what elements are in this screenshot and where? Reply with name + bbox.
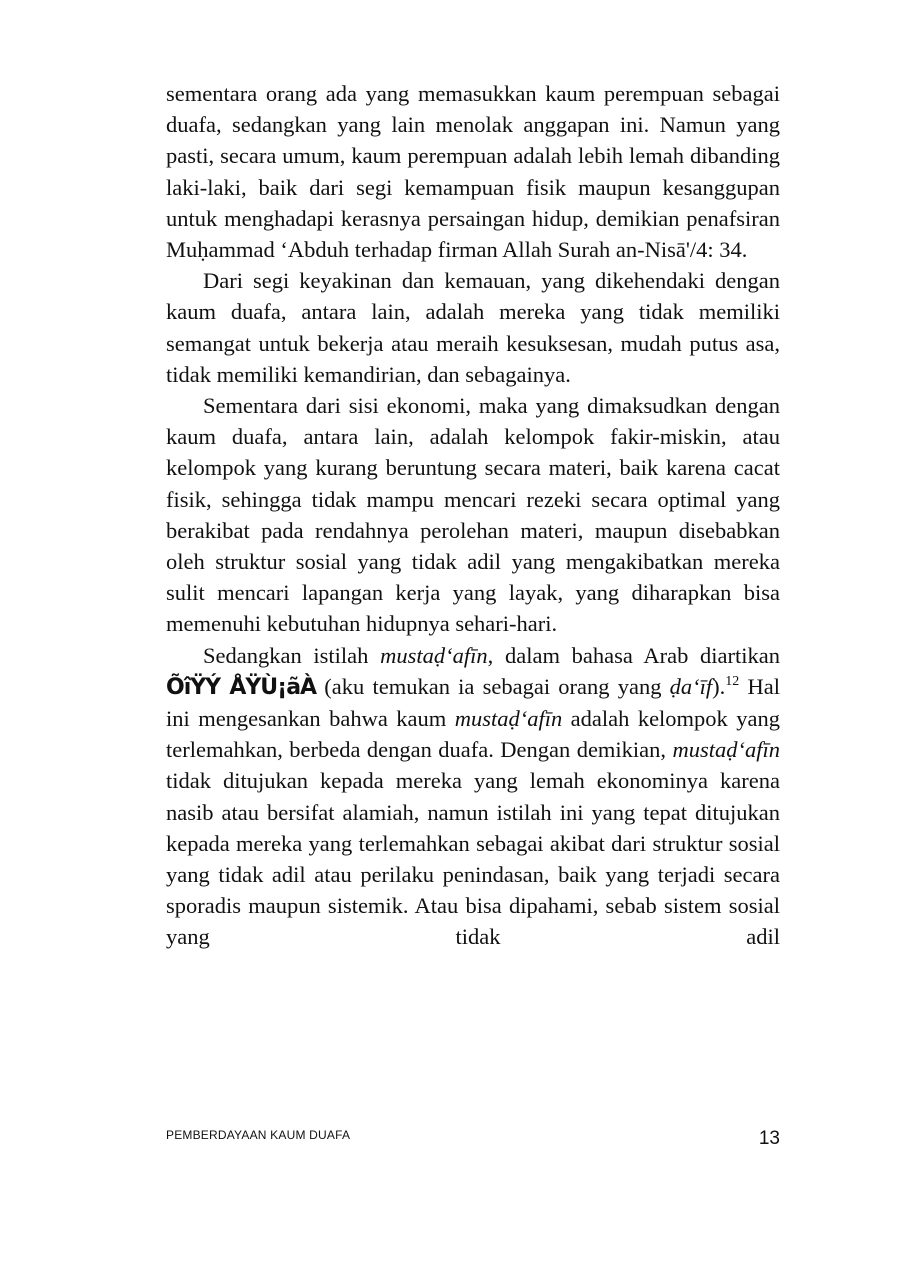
term-mustadafin: mustaḍ‘afīn (672, 737, 780, 763)
paragraph-4-text: Hal ini mengesankan bahwa kaum (166, 673, 780, 732)
paragraph-4-text: ). (712, 673, 726, 699)
paragraph-3: Sementara dari sisi ekonomi, maka yang dimaksudkan dengan kaum duafa, antara lain, adalah kelompok fakir-miskin, atau kelompok yang kurang beruntung secara materi, baik karena cacat fisik, sehingga tidak mampu mencari rezeki secara optimal yang berakibat pada rendahnya perolehan materi, maupun disebabkan oleh struktur sosial yang tidak adil yang mengakibatkan mereka sulit mencari lapangan kerja yang layak, yang diharapkan bisa memenuhi kebutuhan hidupnya sehari-hari. (166, 393, 780, 637)
body-text (166, 78, 780, 953)
paragraph-4-text: adalah kelompok yang terlemahkan, berbeda dengan duafa. Dengan demikian, (166, 706, 780, 763)
paragraph-4-text: Sedangkan istilah (203, 642, 381, 668)
paragraph-2: Dari segi keyakinan dan kemauan, yang dikehendaki dengan kaum duafa, antara lain, adalah mereka yang tidak memiliki semangat untuk bekerja atau meraih kesuksesan, mudah putus asa, tidak memiliki kemandirian, dan sebagainya. (166, 268, 780, 387)
paragraph-4-text: (aku temukan ia sebagai orang yang (316, 673, 670, 699)
running-footer-title: PEMBERDAYAAN KAUM DUAFA (166, 1128, 351, 1142)
footnote-marker[interactable]: 12 (725, 673, 740, 689)
term-mustadafin: mustaḍ‘afīn (380, 642, 488, 668)
paragraph-4-text: , dalam bahasa Arab diartikan (487, 642, 780, 668)
term-mustadafin: mustaḍ‘afīn (454, 706, 563, 732)
page-number: 13 (758, 1128, 780, 1149)
paragraph-4-text: tidak ditujukan kepada mereka yang lemah ekonominya karena nasib atau bersifat alamiah, namun istilah ini yang tepat ditujukan kepada mereka yang terlemahkan sebagai akibat dari struktur sosial yang tidak adil atau perilaku penindasan, baik yang terjadi secara sporadis maupun sistemik. Atau bisa dipahami, sebab sistem sosial yang tidak adil (166, 768, 780, 950)
paragraph-1: sementara orang ada yang memasukkan kaum perempuan sebagai duafa, sedangkan yang lain menolak anggapan ini. Namun yang pasti, secara umum, kaum perempuan adalah lebih lemah dibanding laki-laki, baik dari segi kemampuan fisik maupun kesanggupan untuk menghadapi kerasnya persaingan hidup, demikian penafsiran Muḥammad ‘Abduh terhadap firman Allah Surah an-Nisā'/4: 34. (166, 81, 780, 263)
paragraph-4 (166, 640, 780, 953)
term-daif: ḍa‘īf (669, 673, 713, 699)
arabic-phrase: ÕîŸÝ ÅŸÙ¡ãÀ (166, 674, 317, 700)
